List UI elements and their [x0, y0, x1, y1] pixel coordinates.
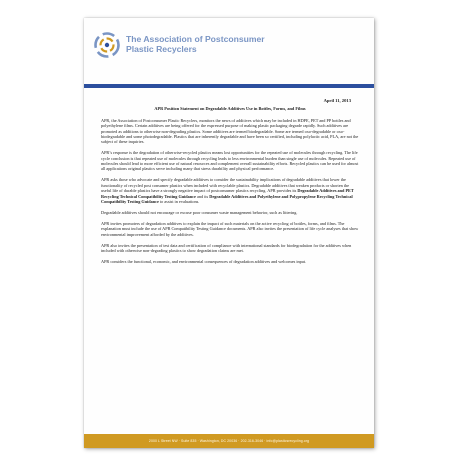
paragraph-3-text-1: APR asks those who advocate and specify degradable additives to consider the sustainability implications of degradable additives that lower the functionality of recycled post consumer plastics when included with recyclable plastics. Degradable additives that weaken products or shorten the useful life of durable plastics have a strongly negative impact of postconsumer plastics recycling. APR provides its: [101, 177, 349, 194]
paragraph-5: APR invites promoters of degradation additives to explain the impact of such materials on the active recycling of bottles, forms, and films. The explanation must include the use of APR Compatibility Testing Guidance documents. APR also invites the presentation of life cycle analyses that show environmental improvement afforded by the additives.: [101, 220, 359, 237]
letterhead: [84, 18, 374, 72]
paragraph-3-text-2: and its: [195, 193, 210, 199]
paragraph-4: Degradable additives should not encourage or excuse poor consumer waste management behavior, such as littering.: [101, 209, 298, 215]
paragraph-7: APR considers the functional, economic, and environmental consequences of degradation additives and welcomes input.: [101, 259, 307, 264]
document-page: [84, 18, 374, 448]
organization-name-line1: The Association of Postconsumer: [126, 34, 265, 44]
paragraph-3-text-3: to assist in evaluations.: [158, 198, 200, 204]
paragraph-6: APR also invites the presentation of test data and certification of compliance with international standards for biodegradation for the additives when included with otherwise non-degrading plastics to show degradation claims are met.: [101, 242, 352, 253]
organization-name: [126, 34, 326, 55]
paragraph-3: [101, 177, 359, 204]
paragraph-2: APR’s response is the degradation of otherwise-recycled plastics means lost opportunities for the repeated use of molecules through recycling. The life cycle conclusion is that repeated use of molecules through recycling leads to less environmental burden than single use of molecules. Repeated use of molecules should lead to more efficient use of natural resources and complement overall sustainability efforts. Recycled plastics can be used for almost all applications original plastics serve including many that stress durability and physical performance.: [101, 150, 359, 172]
header-band: [84, 84, 374, 88]
pe-pp-guidance-title: Degradable Additives and Polyethylene and Polypropylene Recycling Technical Compatibility Testing Guidance: [101, 193, 353, 204]
pet-guidance-title: Degradable Additives and PET Recycling Technical Compatibility Testing Guidance: [101, 188, 354, 199]
document-body: [101, 90, 359, 270]
document-title: APR Position Statement on Degradable Additives Use in Bottles, Forms, and Films: [154, 106, 306, 111]
apr-recycling-logo-icon: [94, 32, 120, 58]
footer-bar: 2000 L Street NW · Suite 835 · Washington, DC 20036 · 202-316-3046 · info@plasticsrecycling.org: [84, 434, 374, 448]
document-date: April 11, 2013: [323, 98, 351, 103]
paragraph-1: APR, the Association of Postconsumer Plastic Recyclers, monitors the news of additives which may be included in HDPE, PET and PP bottles and polyethylene films. Certain additives are being offered for the expressed purpose of making plastic packaging degrade rapidly. Such additives are promoted as additions to otherwise non-degrading plastics. Some additives are termed biodegradable. Some are termed oxo-degradable or oxo-biodegradable and some photodegradable. Plastics that are inherently degradable and have been so certified, including polylactic acid, PLA, are not the subject of these inquiries.: [101, 118, 359, 145]
organization-name-line2: Plastic Recyclers: [126, 44, 197, 55]
